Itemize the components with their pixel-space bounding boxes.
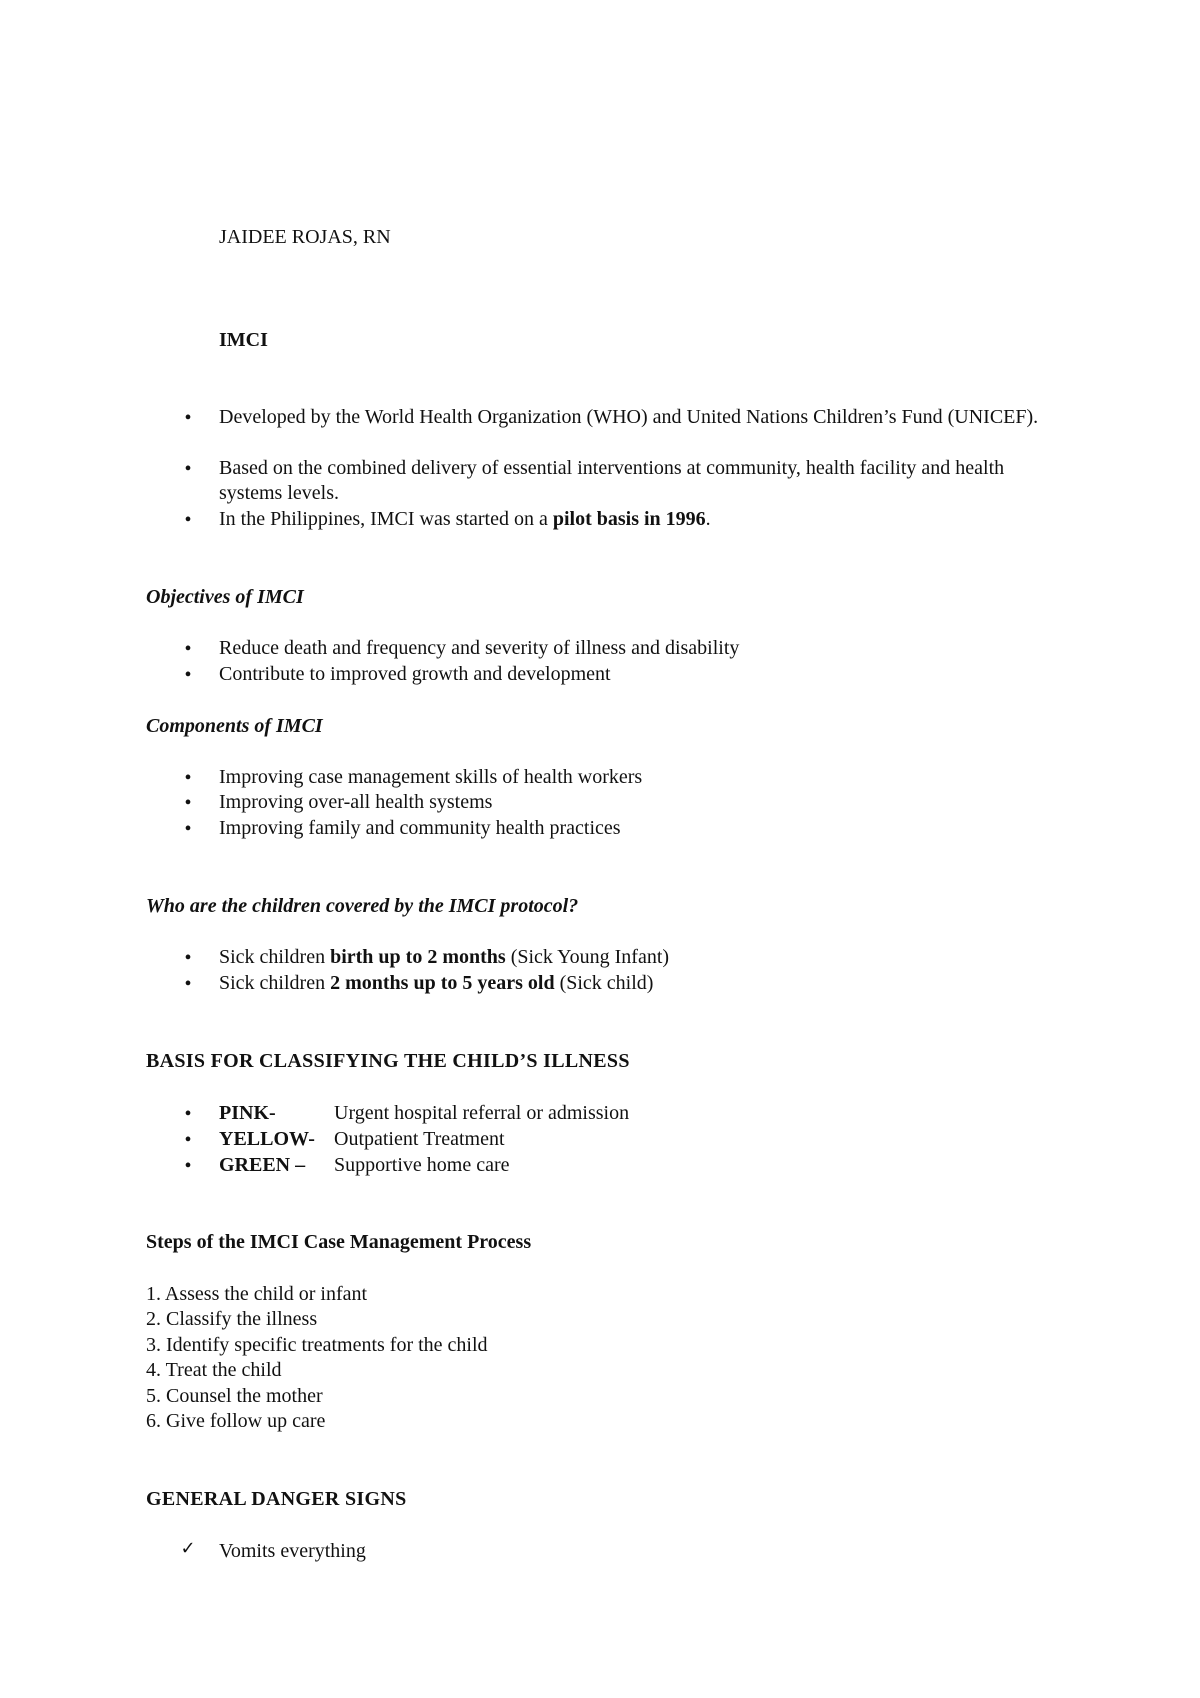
bullet-icon: • bbox=[184, 664, 192, 686]
bullet-icon: • bbox=[184, 947, 192, 969]
checkmark-icon: ✓ bbox=[180, 1538, 196, 1559]
bullet-icon: • bbox=[184, 973, 192, 995]
bullet-icon: • bbox=[184, 767, 192, 789]
steps-heading: Steps of the IMCI Case Management Process bbox=[146, 1231, 532, 1253]
document-title: IMCI bbox=[219, 329, 268, 351]
objective-item: Reduce death and frequency and severity of illness and disability bbox=[219, 637, 740, 659]
step-item: 1. Assess the child or infant bbox=[146, 1283, 368, 1305]
intro-bullet-philippines: In the Philippines, IMCI was started on a pilot basis in 1996. bbox=[219, 508, 711, 530]
bullet-icon: • bbox=[184, 818, 192, 840]
step-item: 6. Give follow up care bbox=[146, 1410, 326, 1432]
objectives-heading: Objectives of IMCI bbox=[146, 586, 304, 608]
step-item: 2. Classify the illness bbox=[146, 1308, 318, 1330]
children-covered-heading: Who are the children covered by the IMCI protocol? bbox=[146, 895, 579, 917]
children-item-young-infant: Sick children birth up to 2 months (Sick Young Infant) bbox=[219, 946, 670, 968]
step-item: 4. Treat the child bbox=[146, 1359, 282, 1381]
children-item-sick-child: Sick children 2 months up to 5 years old (Sick child) bbox=[219, 972, 654, 994]
bullet-icon: • bbox=[184, 509, 192, 531]
component-item: Improving case management skills of health workers bbox=[219, 766, 643, 788]
bullet-icon: • bbox=[184, 1103, 192, 1125]
basis-item-green: GREEN – Supportive home care bbox=[219, 1154, 510, 1176]
basis-item-yellow: YELLOW- Outpatient Treatment bbox=[219, 1128, 505, 1150]
objective-item: Contribute to improved growth and development bbox=[219, 663, 611, 685]
bullet-icon: • bbox=[184, 1129, 192, 1151]
component-item: Improving family and community health practices bbox=[219, 817, 621, 839]
danger-signs-heading: GENERAL DANGER SIGNS bbox=[146, 1488, 407, 1510]
step-item: 5. Counsel the mother bbox=[146, 1385, 323, 1407]
danger-sign-item: Vomits everything bbox=[219, 1540, 366, 1562]
author-name: JAIDEE ROJAS, RN bbox=[219, 226, 391, 248]
components-heading: Components of IMCI bbox=[146, 715, 323, 737]
step-item: 3. Identify specific treatments for the child bbox=[146, 1334, 488, 1356]
bullet-icon: • bbox=[184, 407, 192, 429]
bullet-icon: • bbox=[184, 1155, 192, 1177]
bullet-icon: • bbox=[184, 638, 192, 660]
intro-bullet-combined-delivery: Based on the combined delivery of essential interventions at community, health facility and health systems levels. bbox=[219, 457, 1005, 504]
intro-bullet-who-unicef: Developed by the World Health Organization (WHO) and United Nations Children’s Fund (UNICEF). bbox=[219, 406, 1039, 428]
basis-item-pink: PINK- Urgent hospital referral or admission bbox=[219, 1102, 630, 1124]
component-item: Improving over-all health systems bbox=[219, 791, 493, 813]
basis-heading: BASIS FOR CLASSIFYING THE CHILD’S ILLNESS bbox=[146, 1050, 630, 1072]
bullet-icon: • bbox=[184, 458, 192, 480]
bullet-icon: • bbox=[184, 792, 192, 814]
